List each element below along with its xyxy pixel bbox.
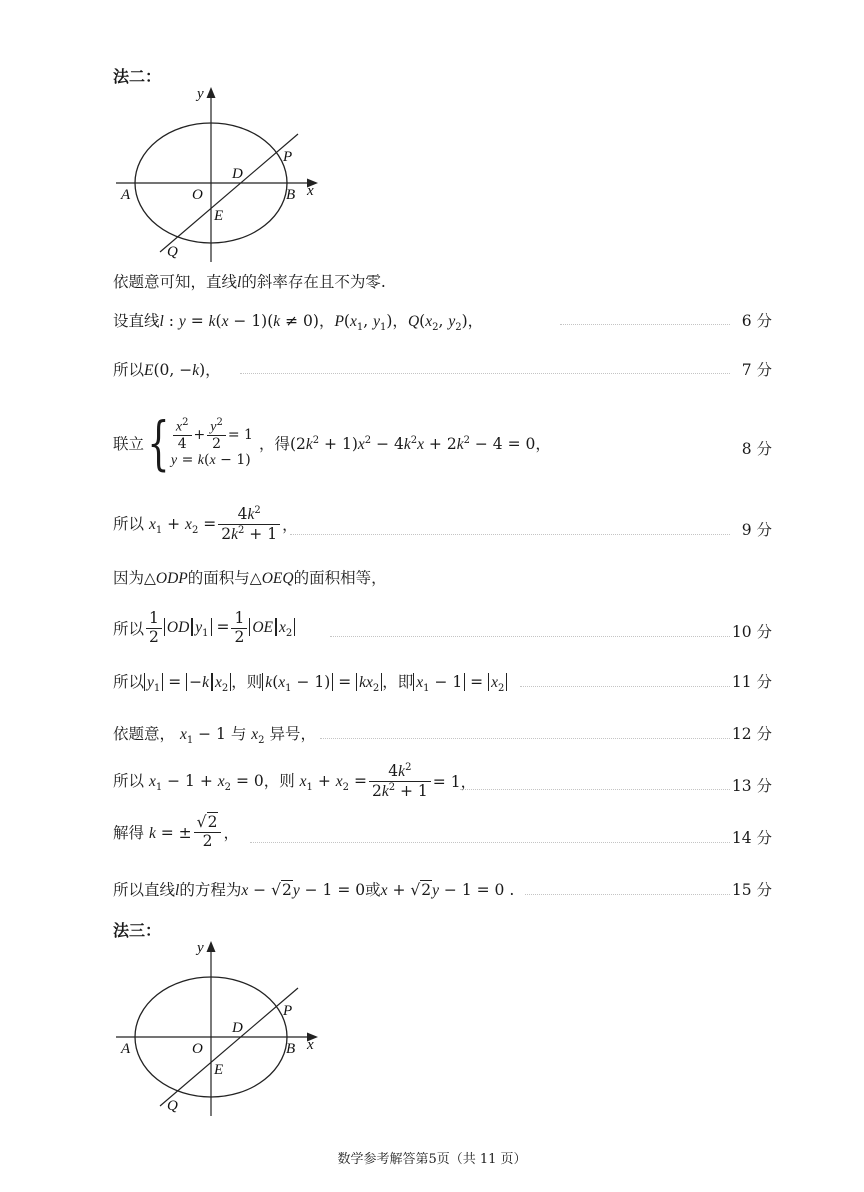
step-9: 所以 $x_1 - 1 + x_2 = 0$，则 $x_1 + x_2$ = $\frac{4k^2}{2k^2 + 1}$ = 1， <box>113 762 477 801</box>
ellipse-figure-method2 <box>108 82 338 267</box>
score-6: 6 分 <box>741 312 772 330</box>
step-11: 所以直线l的方程为x − √2y − 1 = 0或x + √2y − 1 = 0 . <box>113 881 515 899</box>
score-11: 11 分 <box>731 673 772 691</box>
y-axis-arrow <box>207 87 216 98</box>
step-3: 联立 { $\frac{x^2}{4}$ + $\frac{y^2}{2}$ = 1 y = k(x − 1) ，得$(2k^2 + 1)x^2 - 4k^2x + 2k^2 - 4 = 0$， <box>113 409 551 477</box>
dot-leader <box>520 686 730 687</box>
score-13: 13 分 <box>731 777 772 795</box>
step-8: 依题意， $x_1 - 1$ 与 $x_2$ 异号， <box>113 725 316 747</box>
score-8: 8 分 <box>741 440 772 458</box>
step-6: 所以 $\frac{1}{2}$ OD $y_1$ = $\frac{1}{2}$ OE $x_2$ <box>113 610 295 647</box>
ellipse-figure-method3 <box>108 936 338 1121</box>
score-7: 7 分 <box>741 361 772 379</box>
y-axis-arrow <box>207 941 216 952</box>
method2-heading: 法二： <box>113 67 162 86</box>
label-B: B <box>286 1041 296 1057</box>
page-footer: 数学参考解答第5页（共 11 页） <box>337 1152 527 1167</box>
line1-display: 依题意可知，直线l的斜率存在且不为零. <box>113 273 386 291</box>
score-15: 15 分 <box>731 881 772 899</box>
dot-leader <box>525 894 730 895</box>
label-B: B <box>286 187 296 203</box>
dot-leader <box>460 789 730 790</box>
label-O: O <box>192 1041 203 1057</box>
label-P: P <box>283 1003 293 1019</box>
label-A: A <box>121 187 131 203</box>
dot-leader <box>240 373 730 374</box>
line-l <box>160 988 298 1106</box>
step-10: 解得 k = ± $\frac{√2}{2}$ ， <box>113 813 239 850</box>
label-E: E <box>214 208 224 224</box>
step-4: 所以 $x_1 + x_2$ = $\frac{4k^2}{2k^2 + 1}$ ， <box>113 505 298 544</box>
step-5: 因为△ODP的面积与△OEQ的面积相等， <box>113 569 387 587</box>
dot-leader <box>330 636 730 637</box>
dot-leader <box>560 324 730 325</box>
label-x: x <box>307 183 314 199</box>
label-Q: Q <box>167 1098 178 1114</box>
step-7: 所以 $y_1 = -k$ $x_2$ ，则 $k(x_1 - 1) = kx_2$ ，即 $x_1 - 1 = x_2$ <box>113 670 507 694</box>
label-x: x <box>307 1037 314 1053</box>
method3-heading: 法三： <box>113 921 162 940</box>
label-O: O <box>192 187 203 203</box>
step-2: 所以E(0, −k)， <box>113 361 221 379</box>
step-1: 设直线l : y = k(x − 1)(k ≠ 0)，$P(x_1$, $y_1$)，$Q(x_2$, $y_2$)， <box>113 312 484 334</box>
score-14: 14 分 <box>731 829 772 847</box>
label-D: D <box>232 1020 243 1036</box>
score-12: 12 分 <box>731 725 772 743</box>
dot-leader <box>320 738 730 739</box>
label-A: A <box>121 1041 131 1057</box>
dot-leader <box>250 842 730 843</box>
label-y: y <box>197 940 204 956</box>
label-y: y <box>197 86 204 102</box>
score-10: 10 分 <box>731 623 772 641</box>
method2-line1 <box>113 270 386 292</box>
line-l <box>160 134 298 252</box>
label-Q: Q <box>167 244 178 260</box>
label-D: D <box>232 166 243 182</box>
score-9: 9 分 <box>741 521 772 539</box>
label-E: E <box>214 1062 224 1078</box>
label-P: P <box>283 149 293 165</box>
dot-leader <box>290 534 730 535</box>
